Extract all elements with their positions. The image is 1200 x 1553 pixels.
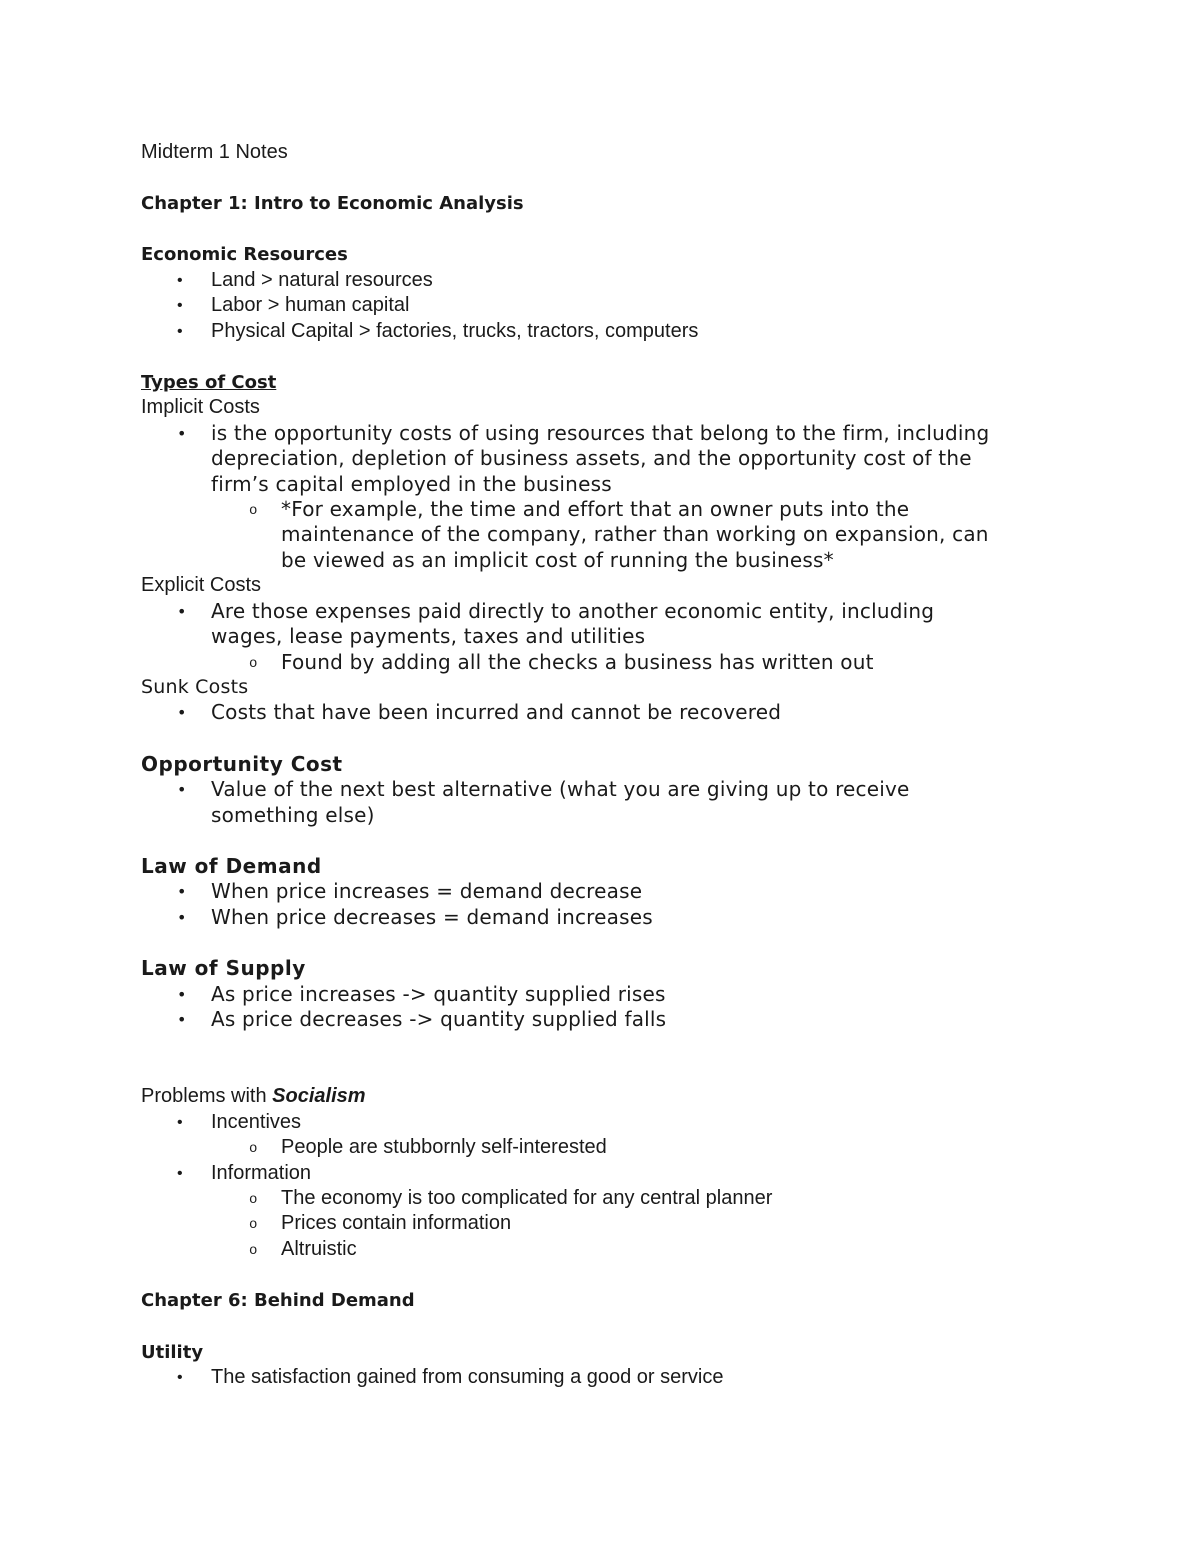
- bullet-icon: •: [177, 322, 183, 340]
- law-of-demand-heading: Law of Demand: [141, 853, 322, 878]
- implicit-costs-label: Implicit Costs: [141, 396, 260, 419]
- list-item: • is the opportunity costs of using resources that belong to the firm, including depreciation, depletion of business assets, and the opportunity cost of the firm’s capital employed in the business o *For example, the time and effort that an owner puts into the maintenance of the company, rather than working on expansion, can be viewed as an implicit cost of running the business*: [141, 421, 1061, 573]
- bullet-icon: •: [177, 297, 183, 315]
- list-item: • Information o The economy is too complicated for any central planner o Prices contain information o Altruistic: [141, 1161, 1061, 1263]
- bullet-icon: •: [177, 1009, 187, 1029]
- spacer: [141, 1032, 1061, 1058]
- sub-bullet-icon: o: [249, 1192, 258, 1208]
- bullet-icon: •: [177, 423, 187, 443]
- document-title: Midterm 1 Notes: [141, 141, 288, 163]
- bullet-icon: •: [177, 703, 187, 723]
- law-of-demand-list: [141, 879, 1061, 930]
- economic-resources-heading: Economic Resources: [141, 244, 348, 266]
- sub-list-item: o People are stubbornly self-interested: [211, 1135, 1061, 1160]
- sub-list-item: o *For example, the time and effort that an owner puts into the maintenance of the company, rather than working on expansion, can be viewed as an implicit cost of running the business*: [249, 497, 989, 572]
- list-item: • When price increases = demand decrease: [177, 879, 643, 904]
- bullet-icon: •: [177, 1164, 183, 1182]
- socialism-list: [141, 1110, 1061, 1262]
- implicit-costs-sublist: [211, 497, 1061, 573]
- sub-bullet-icon: o: [249, 503, 258, 520]
- spacer: [141, 1058, 1061, 1084]
- utility-heading: Utility: [141, 1341, 204, 1363]
- bullet-icon: •: [177, 601, 187, 621]
- information-sublist: [211, 1186, 1061, 1262]
- explicit-costs-sublist: [211, 650, 1061, 675]
- spacer: [141, 216, 1061, 242]
- sub-list-item: o Found by adding all the checks a business has written out: [211, 650, 1061, 675]
- spacer: [141, 828, 1061, 854]
- sub-bullet-icon: o: [249, 1242, 258, 1259]
- spacer: [141, 344, 1061, 370]
- types-of-cost-heading: Types of Cost: [141, 372, 277, 394]
- opportunity-cost-list: [141, 777, 1061, 828]
- sunk-costs-label: Sunk Costs: [141, 675, 249, 698]
- list-item: • Physical Capital > factories, trucks, tractors, computers: [141, 319, 1061, 344]
- list-item: • Land > natural resources: [141, 268, 1061, 293]
- bullet-icon: •: [177, 780, 187, 800]
- list-item: • Incentives o People are stubbornly self-interested: [141, 1110, 1061, 1161]
- sub-bullet-icon: o: [249, 1217, 258, 1234]
- list-item: • Value of the next best alternative (what you are giving up to receive something else): [177, 777, 910, 827]
- socialism-heading: Problems with Socialism: [141, 1085, 366, 1108]
- sub-list-item: o Prices contain information: [211, 1211, 1061, 1236]
- bullet-icon: •: [177, 882, 187, 902]
- spacer: [141, 726, 1061, 752]
- list-item: • As price decreases -> quantity supplied falls: [177, 1006, 667, 1031]
- sub-list-item: o The economy is too complicated for any central planner: [211, 1186, 1061, 1211]
- list-item: • The satisfaction gained from consuming a good or service: [141, 1365, 1061, 1390]
- list-item: • As price increases -> quantity supplied rises: [177, 981, 666, 1006]
- bullet-icon: •: [177, 907, 187, 927]
- incentives-sublist: [211, 1135, 1061, 1160]
- economic-resources-list: [141, 268, 1061, 344]
- utility-list: [141, 1365, 1061, 1390]
- list-item: • Labor > human capital: [141, 293, 1061, 318]
- list-item: • Are those expenses paid directly to another economic entity, including wages, lease payments, taxes and utilities o Found by adding all the checks a business has written out: [141, 599, 1061, 675]
- sunk-costs-list: [141, 700, 1061, 725]
- chapter-6-heading: Chapter 6: Behind Demand: [141, 1290, 415, 1312]
- opportunity-cost-heading: Opportunity Cost: [141, 751, 343, 776]
- list-item: • Costs that have been incurred and cannot be recovered: [177, 700, 782, 725]
- chapter-1-heading: Chapter 1: Intro to Economic Analysis: [141, 193, 524, 214]
- explicit-costs-list: [141, 599, 1061, 675]
- law-of-supply-heading: Law of Supply: [141, 956, 306, 981]
- bullet-icon: •: [177, 1369, 183, 1387]
- bullet-icon: •: [177, 1113, 183, 1131]
- spacer: [141, 165, 1061, 191]
- sub-bullet-icon: o: [249, 655, 258, 672]
- socialism-emphasis: Socialism: [272, 1085, 366, 1108]
- bullet-icon: •: [177, 271, 183, 289]
- bullet-icon: •: [177, 984, 187, 1004]
- law-of-supply-list: [141, 982, 1061, 1033]
- sub-bullet-icon: o: [249, 1141, 258, 1158]
- list-item: • When price decreases = demand increases: [177, 904, 653, 929]
- document-page: [141, 140, 1061, 1390]
- spacer: [141, 1262, 1061, 1288]
- sub-list-item: o Altruistic: [211, 1237, 1061, 1262]
- implicit-costs-list: [141, 421, 1061, 573]
- spacer: [141, 930, 1061, 956]
- spacer: [141, 1314, 1061, 1340]
- explicit-costs-label: Explicit Costs: [141, 574, 262, 597]
